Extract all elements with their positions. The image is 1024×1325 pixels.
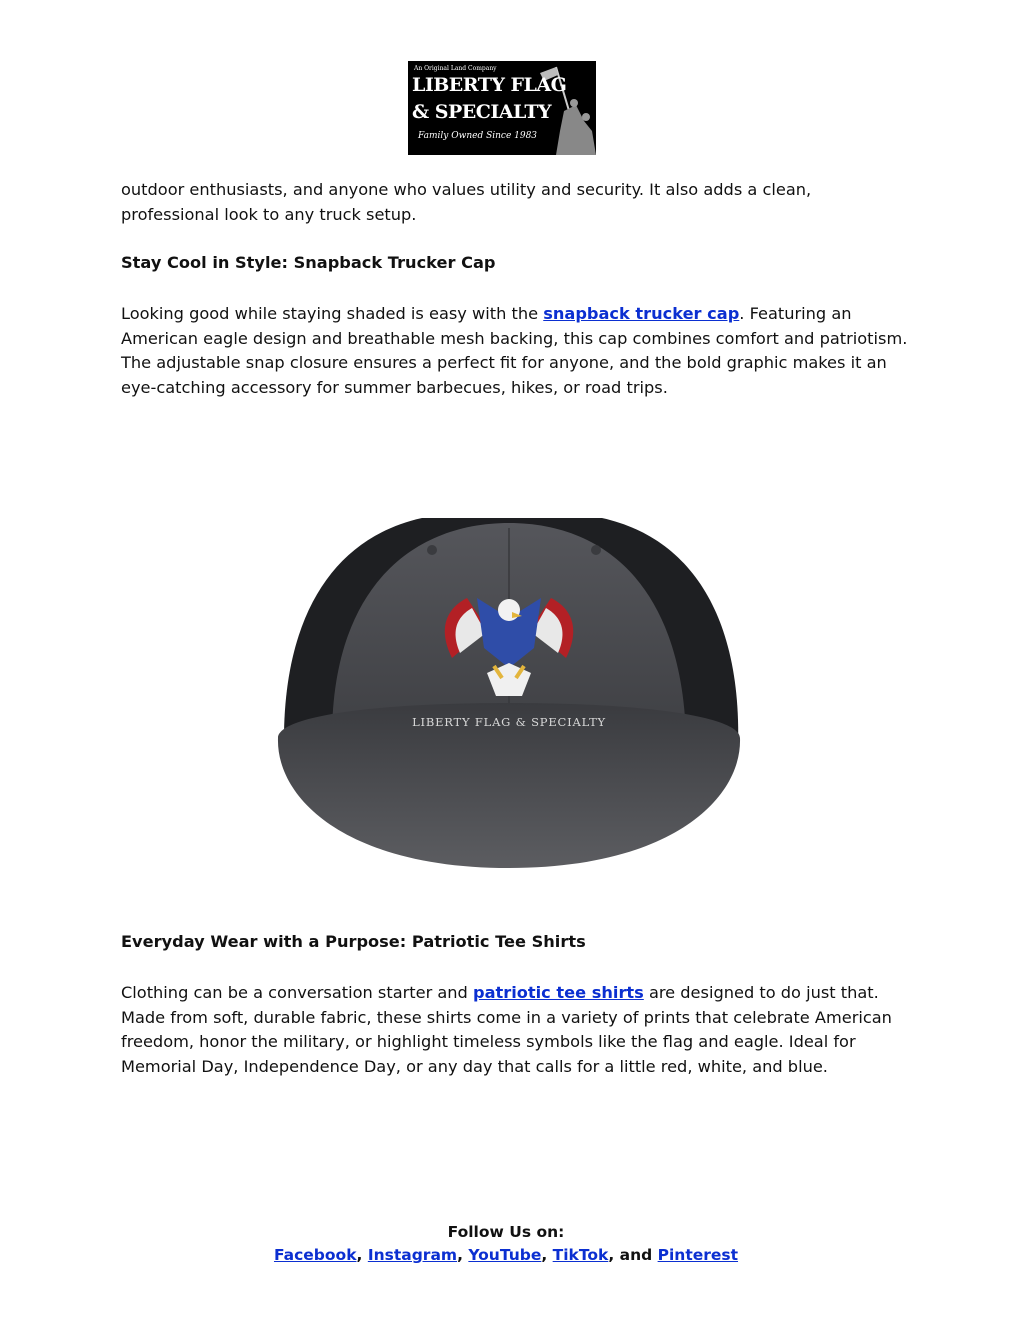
snapback-trucker-cap-link[interactable]: snapback trucker cap bbox=[543, 304, 740, 323]
cap-section-paragraph bbox=[121, 302, 911, 400]
cap-section-heading: Stay Cool in Style: Snapback Trucker Cap bbox=[121, 253, 496, 272]
intro-paragraph: outdoor enthusiasts, and anyone who values utility and security. It also adds a clean, professional look to any truck setup. bbox=[121, 180, 812, 224]
logo-name-line1: LIBERTY FLAG bbox=[412, 74, 567, 96]
pinterest-link[interactable]: Pinterest bbox=[657, 1246, 739, 1264]
and-separator: , and bbox=[608, 1246, 658, 1264]
tees-text-after: are designed to do just that. Made from soft, durable fabric, these shirts come in a variety of prints that celebrate American freedom, honor the military, or highlight timeless symbols like the flag and eagle. Ideal for Memorial Day, Independence Day, or any day that calls for a little red, white, and blue. bbox=[121, 983, 892, 1076]
cap-text-after: . Featuring an American eagle design and breathable mesh backing, this cap combines comfort and patriotism. The adjustable snap closure ensures a perfect fit for anyone, and the bold graphic makes it an eye-catching accessory for summer barbecues, hikes, or road trips. bbox=[121, 304, 908, 397]
tees-section-heading: Everyday Wear with a Purpose: Patriotic Tee Shirts bbox=[121, 932, 586, 951]
brand-logo bbox=[408, 61, 596, 155]
separator: , bbox=[457, 1246, 469, 1264]
youtube-link[interactable]: YouTube bbox=[468, 1246, 542, 1264]
separator: , bbox=[356, 1246, 368, 1264]
facebook-link[interactable]: Facebook bbox=[273, 1246, 357, 1264]
cap-embroidered-label: LIBERTY FLAG & SPECIALTY bbox=[412, 715, 606, 729]
tees-text-before: Clothing can be a conversation starter and bbox=[121, 983, 473, 1002]
follow-us-label: Follow Us on: bbox=[447, 1223, 565, 1241]
logo-tagline: An Original Land Company bbox=[414, 65, 497, 72]
logo-script: Family Owned Since 1983 bbox=[418, 131, 538, 141]
social-links bbox=[0, 1243, 1012, 1267]
patriotic-tee-shirts-link[interactable]: patriotic tee shirts bbox=[472, 983, 644, 1002]
logo-name-line2: & SPECIALTY bbox=[412, 101, 552, 123]
trucker-cap-image bbox=[272, 468, 747, 878]
separator: , bbox=[541, 1246, 553, 1264]
tiktok-link[interactable]: TikTok bbox=[552, 1246, 609, 1264]
tees-section-paragraph bbox=[121, 981, 911, 1079]
cap-text-before: Looking good while staying shaded is easy with the bbox=[121, 304, 544, 323]
instagram-link[interactable]: Instagram bbox=[367, 1246, 458, 1264]
